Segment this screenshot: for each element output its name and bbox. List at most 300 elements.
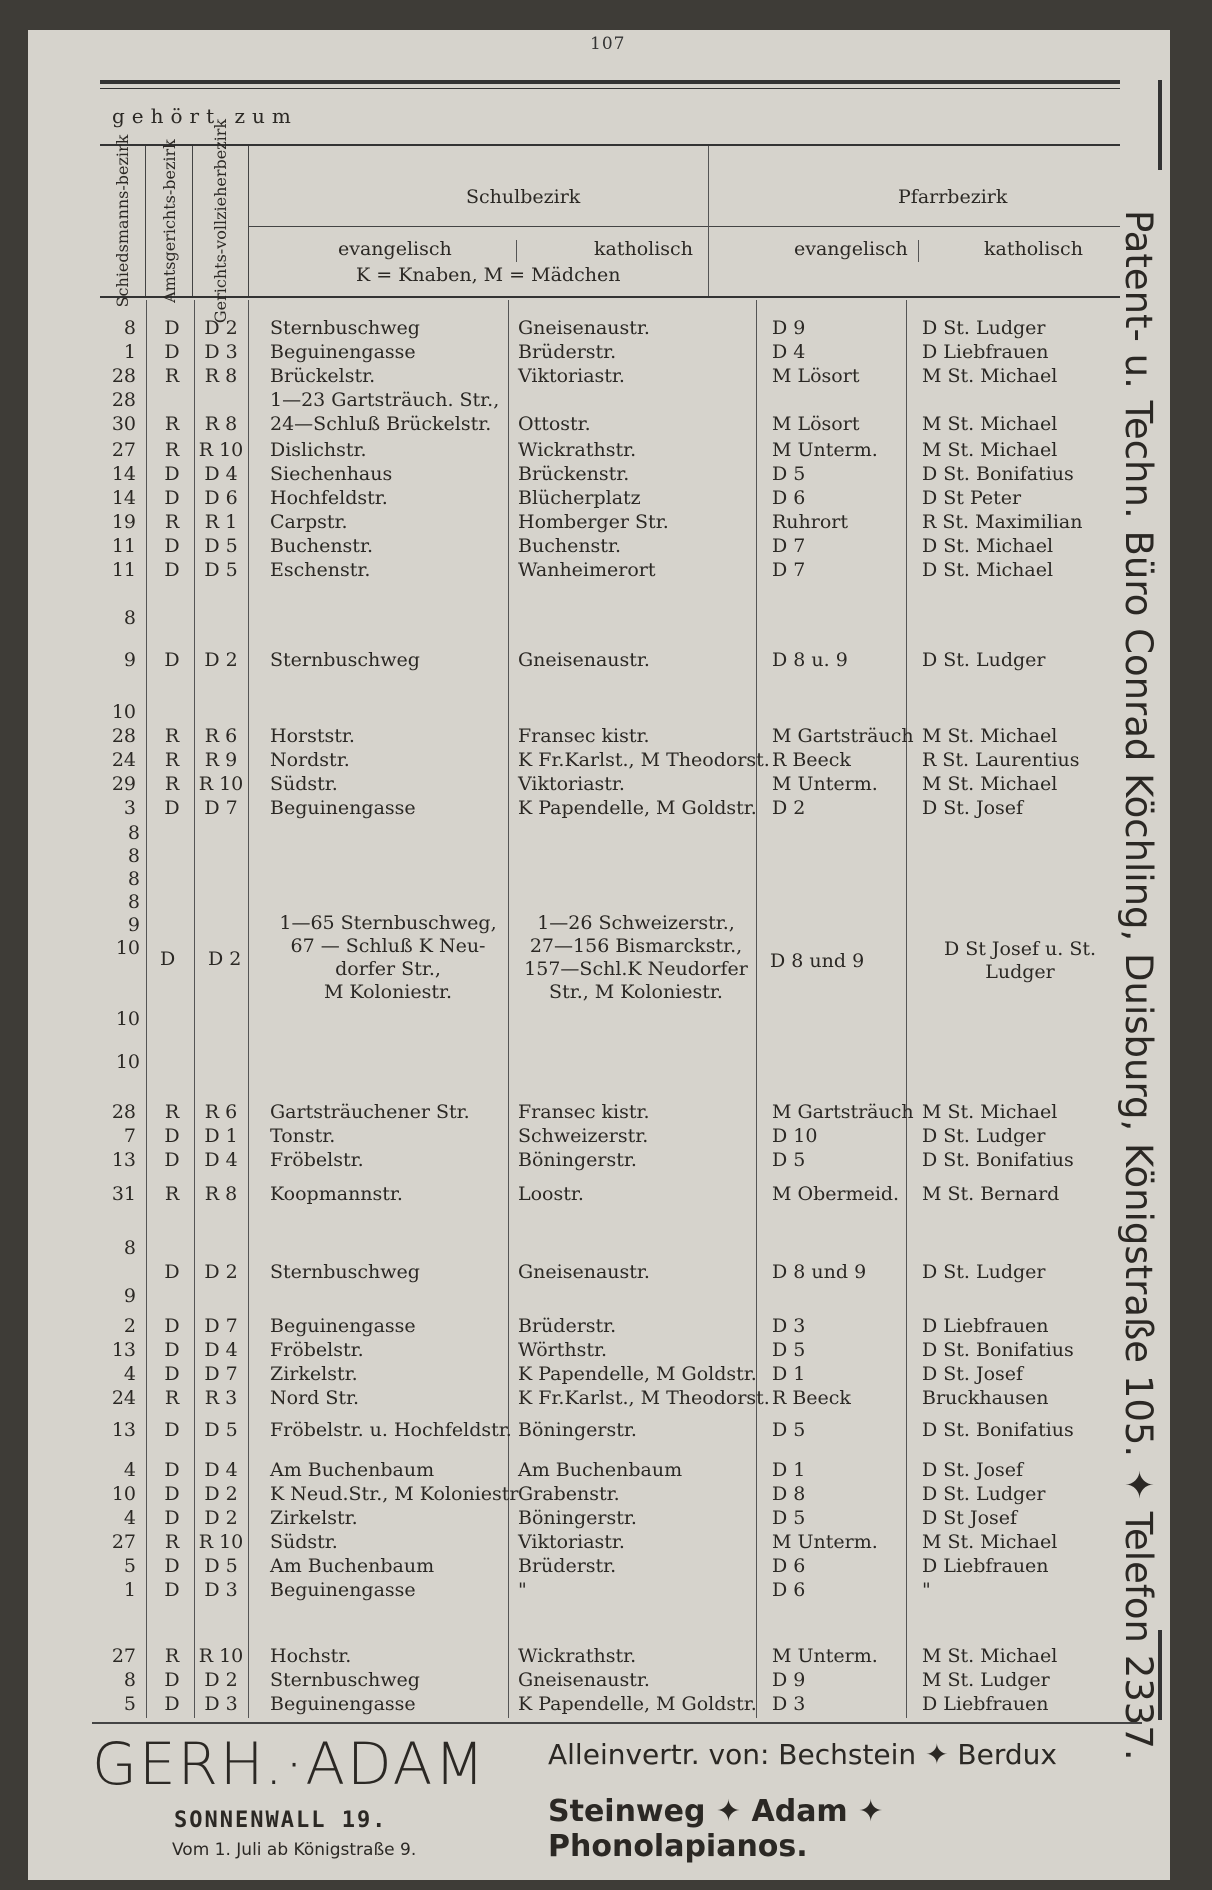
schul-evangelisch-cell: Am Buchenbaum	[270, 1555, 435, 1577]
schul-evangelisch-cell: K Neud.Str., M Koloniestr	[270, 1483, 519, 1505]
schul-katholisch-cell: Gneisenaustr.	[518, 1261, 650, 1283]
header-split	[248, 226, 1120, 227]
schiedsmann-cell: 13	[111, 1149, 136, 1171]
table-row	[100, 316, 1120, 340]
schiedsmann-cell: 14	[111, 463, 136, 485]
schul-katholisch-cell: Viktoriastr.	[518, 773, 625, 795]
table-row	[100, 388, 1120, 412]
advertisement	[92, 1722, 1142, 1864]
pfarr-evangelisch-cell: D 6	[772, 1579, 806, 1601]
schulbezirk-header: Schulbezirk	[466, 186, 581, 208]
pfarr-katholisch-cell: D St. Ludger	[922, 1261, 1046, 1283]
gericht-cell: D 2	[204, 317, 238, 339]
pfarrbezirk-header: Pfarrbezirk	[898, 186, 1008, 208]
pfarr-katholisch-cell: M St. Michael	[922, 439, 1058, 461]
schiedsmann-cell: 1	[123, 341, 136, 363]
legend: K = Knaben, M = Mädchen	[356, 264, 621, 286]
gericht-cell: D 4	[204, 1149, 238, 1171]
gericht-cell: D 4	[204, 463, 238, 485]
schiedsmann-cell: 24	[111, 1387, 136, 1409]
schul-katholisch-cell: Fransec kistr.	[518, 1101, 650, 1123]
schul-evangelisch-cell: Beguinengasse	[270, 1315, 416, 1337]
table-row	[100, 438, 1120, 462]
schiedsmann-cell: 28	[111, 725, 136, 747]
table-row	[100, 1260, 1120, 1284]
schiedsmann-cell: 8	[123, 1669, 136, 1691]
schiedsmann-cell: 13	[111, 1339, 136, 1361]
amtsgericht-cell: R	[164, 365, 180, 387]
table-row	[100, 1644, 1120, 1668]
pfarr-evangelisch-cell: D 6	[772, 487, 806, 509]
gericht-cell: R 8	[204, 413, 238, 435]
schiedsmann-cell: 5	[123, 1555, 136, 1577]
ad-line-1: Alleinvertr. von: Bechstein ✦ Berdux	[548, 1738, 1057, 1771]
gericht-cell: D 3	[204, 1579, 238, 1601]
schul-katholisch-cell: Wanheimerort	[518, 559, 656, 581]
amtsgericht-cell: R	[164, 1387, 180, 1409]
schul-evangelisch-cell: Beguinengasse	[270, 341, 416, 363]
schiedsmann-header: Schiedsmanns-bezirk	[100, 146, 146, 296]
schul-katholisch-cell: K Fr.Karlst., M Theodorst.	[518, 749, 770, 771]
schul-evangelisch-cell: Zirkelstr.	[270, 1363, 358, 1385]
schiedsmann-cell: 13	[111, 1419, 136, 1441]
table-row	[100, 364, 1120, 388]
gericht-cell: R 10	[198, 439, 244, 461]
table-row	[100, 1386, 1120, 1410]
schul-katholisch-cell: Böningerstr.	[518, 1507, 637, 1529]
pfarr-evangelisch-cell: M Obermeid.	[772, 1183, 900, 1205]
schul-evangelisch-cell: Sternbuschweg	[270, 317, 420, 339]
pfarr-katholisch-cell: D Liebfrauen	[922, 1693, 1049, 1715]
amtsgericht-cell: D	[164, 487, 180, 509]
schiedsmann-cell: 5	[123, 1693, 136, 1715]
schiedsmann-cell: 7	[123, 1125, 136, 1147]
schul-katholisch-cell: Ottostr.	[518, 413, 591, 435]
schul-evangelisch-cell: Hochfeldstr.	[270, 487, 388, 509]
gericht-cell: D 2	[204, 649, 238, 671]
gericht-cell: D 4	[204, 1339, 238, 1361]
schul-evangelisch-cell: Nord Str.	[270, 1387, 360, 1409]
gericht-cell: D 2	[204, 1669, 238, 1691]
schul-katholisch-cell: Viktoriastr.	[518, 1531, 625, 1553]
pfarr-evangelisch-cell: D 4	[772, 341, 806, 363]
pfarr-katholisch-cell: R St. Laurentius	[922, 749, 1080, 771]
schul-evangelisch-cell: 1—23 Gartsträuch. Str.,	[270, 389, 500, 411]
pfarr-evangelisch-cell: D 5	[772, 463, 806, 485]
schul-evangelisch-cell: Am Buchenbaum	[270, 1459, 435, 1481]
pfarr-katholisch-cell: D St. Ludger	[922, 1483, 1046, 1505]
gericht-cell: D 7	[204, 1363, 238, 1385]
gericht-cell: R 6	[204, 725, 238, 747]
schul-evangelisch-cell: Gartsträuchener Str.	[270, 1101, 470, 1123]
gericht-cell: R 8	[204, 1183, 238, 1205]
pfarr-katholisch-cell: M St. Ludger	[922, 1669, 1050, 1691]
table-row	[100, 1692, 1120, 1716]
pfarr-katholisch-header: katholisch	[984, 238, 1083, 260]
schul-evangelisch-cell: Koopmannstr.	[270, 1183, 403, 1205]
pfarr-evangelisch-cell: D 6	[772, 1555, 806, 1577]
schul-evangelisch-cell: Sternbuschweg	[270, 1669, 420, 1691]
gericht-cell: D 7	[204, 797, 238, 819]
pfarr-evangelisch-cell: D 2	[772, 797, 806, 819]
amtsgericht-cell: R	[164, 1183, 180, 1205]
pfarr-evangelisch-header: evangelisch	[794, 238, 908, 260]
gericht-cell: R 10	[198, 1531, 244, 1553]
table-row	[100, 1530, 1120, 1554]
pfarr-evangelisch-cell: D 8 u. 9	[772, 649, 848, 671]
schul-evangelisch-cell: Brückelstr.	[270, 365, 376, 387]
pfarr-katholisch-cell: M St. Michael	[922, 1645, 1058, 1667]
schul-evangelisch-cell: Beguinengasse	[270, 797, 416, 819]
schul-katholisch-cell: K Papendelle, M Goldstr.	[518, 1693, 757, 1715]
schul-evangelisch-cell: Südstr.	[270, 773, 338, 795]
schul-katholisch-cell: Loostr.	[518, 1183, 584, 1205]
amtsgericht-cell: R	[164, 749, 180, 771]
schul-katholisch-cell: Brüderstr.	[518, 341, 617, 363]
schiedsmann-cell: 8	[123, 1237, 136, 1259]
table-row	[100, 648, 1120, 672]
gericht-cell: R 8	[204, 365, 238, 387]
big-block-amtsgericht: D	[160, 948, 176, 970]
pfarr-katholisch-cell: M St. Michael	[922, 1101, 1058, 1123]
amtsgericht-cell: D	[164, 1315, 180, 1337]
amtsgericht-cell: D	[164, 317, 180, 339]
schul-katholisch-header: katholisch	[594, 238, 693, 260]
pfarr-evangelisch-cell: R Beeck	[772, 749, 851, 771]
schiedsmann-cell: 10	[111, 701, 136, 723]
pfarr-katholisch-cell: D St. Josef	[922, 1459, 1024, 1481]
schul-katholisch-cell: K Papendelle, M Goldstr.	[518, 797, 757, 819]
pfarr-katholisch-cell: R St. Maximilian	[922, 511, 1083, 533]
pfarr-evangelisch-cell: D 5	[772, 1507, 806, 1529]
pfarr-evangelisch-cell: Ruhrort	[772, 511, 849, 533]
schul-katholisch-cell: Gneisenaustr.	[518, 649, 650, 671]
schiedsmann-cell: 8	[123, 607, 136, 629]
table-row	[100, 748, 1120, 772]
schiedsmann-cell: 9	[123, 649, 136, 671]
pfarr-katholisch-cell: "	[922, 1579, 931, 1601]
gericht-cell: D 2	[204, 1261, 238, 1283]
schul-katholisch-cell: Viktoriastr.	[518, 365, 625, 387]
schiedsmann-cell: 27	[111, 1645, 136, 1667]
table-row	[100, 1314, 1120, 1338]
pfarr-katholisch-cell: D St. Bonifatius	[922, 1419, 1074, 1441]
big-block-schiedsmann: 8 8 8 8 9 10 10 10	[115, 822, 140, 1073]
amtsgericht-cell: D	[164, 1459, 180, 1481]
schul-evangelisch-cell: Hochstr.	[270, 1645, 352, 1667]
schul-evangelisch-cell: Nordstr.	[270, 749, 350, 771]
table-row	[100, 606, 1120, 630]
schul-evangelisch-cell: Fröbelstr. u. Hochfeldstr.	[270, 1419, 512, 1441]
schul-evangelisch-cell: 24—Schluß Brückelstr.	[270, 413, 492, 435]
schiedsmann-cell: 11	[111, 559, 136, 581]
schul-katholisch-cell: Brüderstr.	[518, 1555, 617, 1577]
schiedsmann-cell: 28	[111, 365, 136, 387]
table-row	[100, 534, 1120, 558]
top-rule	[100, 80, 1120, 84]
gericht-cell: R 10	[198, 1645, 244, 1667]
schiedsmann-cell: 4	[123, 1363, 136, 1385]
amtsgericht-cell: D	[164, 463, 180, 485]
schiedsmann-cell: 2	[123, 1315, 136, 1337]
amtsgericht-cell: D	[164, 1363, 180, 1385]
amtsgericht-cell: D	[164, 649, 180, 671]
pfarr-katholisch-cell: D St. Josef	[922, 797, 1024, 819]
table-row	[100, 724, 1120, 748]
pfarr-katholisch-cell: D St. Bonifatius	[922, 1149, 1074, 1171]
amtsgericht-cell: D	[164, 1339, 180, 1361]
pfarr-evangelisch-cell: M Lösort	[772, 413, 860, 435]
table-row	[100, 1418, 1120, 1442]
pfarr-evangelisch-cell: M Lösort	[772, 365, 860, 387]
ad-address: SONNENWALL 19.	[174, 1808, 388, 1833]
pfarr-evangelisch-cell: M Unterm.	[772, 773, 878, 795]
pfarr-evangelisch-cell: D 8 und 9	[772, 1261, 867, 1283]
table-row	[100, 1338, 1120, 1362]
header-subdivider-2	[918, 240, 919, 262]
gericht-cell: R 3	[204, 1387, 238, 1409]
amtsgericht-cell: D	[164, 341, 180, 363]
gericht-cell: D 5	[204, 535, 238, 557]
schiedsmann-cell: 19	[111, 511, 136, 533]
schul-katholisch-cell: K Papendelle, M Goldstr.	[518, 1363, 757, 1385]
schul-katholisch-cell: Grabenstr.	[518, 1483, 620, 1505]
schiedsmann-cell: 4	[123, 1507, 136, 1529]
schul-evangelisch-cell: Eschenstr.	[270, 559, 371, 581]
schiedsmann-cell: 10	[111, 1483, 136, 1505]
pfarr-evangelisch-cell: D 1	[772, 1459, 806, 1481]
ad-note: Vom 1. Juli ab Königstraße 9.	[172, 1840, 417, 1860]
pfarr-evangelisch-cell: M Unterm.	[772, 1645, 878, 1667]
gericht-cell: D 5	[204, 1419, 238, 1441]
schul-evangelisch-cell: Siechenhaus	[270, 463, 393, 485]
pfarr-katholisch-cell: D St. Ludger	[922, 1125, 1046, 1147]
pfarr-evangelisch-cell: D 3	[772, 1315, 806, 1337]
pfarr-evangelisch-cell: M Gartsträuch	[772, 1101, 914, 1123]
pfarr-katholisch-cell: D St Josef	[922, 1507, 1018, 1529]
pfarr-katholisch-cell: M St. Michael	[922, 725, 1058, 747]
pfarr-katholisch-cell: D Liebfrauen	[922, 1555, 1049, 1577]
amtsgericht-cell: D	[164, 1419, 180, 1441]
pfarr-katholisch-cell: M St. Bernard	[922, 1183, 1060, 1205]
schul-evangelisch-cell: Fröbelstr.	[270, 1339, 364, 1361]
amtsgericht-cell: R	[164, 1101, 180, 1123]
schul-evangelisch-cell: Sternbuschweg	[270, 1261, 420, 1283]
schul-katholisch-cell: Gneisenaustr.	[518, 317, 650, 339]
pfarr-katholisch-cell: D St Peter	[922, 487, 1022, 509]
gericht-cell: D 1	[204, 1125, 238, 1147]
big-block-katholisch: 1—26 Schweizerstr., 27—156 Bismarckstr., 157—Schl.K Neudorfer Str., M Koloniestr.	[524, 912, 748, 1003]
gericht-cell: D 6	[204, 487, 238, 509]
table-row	[100, 1124, 1120, 1148]
table-row	[100, 340, 1120, 364]
schul-katholisch-cell: Schweizerstr.	[518, 1125, 649, 1147]
amtsgericht-cell: R	[164, 1645, 180, 1667]
schiedsmann-cell: 3	[123, 797, 136, 819]
table-row	[100, 462, 1120, 486]
table-row	[100, 1362, 1120, 1386]
amtsgericht-cell: R	[164, 773, 180, 795]
schiedsmann-cell: 30	[111, 413, 136, 435]
schiedsmann-cell: 8	[123, 317, 136, 339]
table-row	[100, 1100, 1120, 1124]
gericht-cell: R 10	[198, 773, 244, 795]
pfarr-evangelisch-cell: D 9	[772, 317, 806, 339]
table-row	[100, 1182, 1120, 1206]
page-number: 107	[590, 34, 626, 54]
pfarr-katholisch-cell: M St. Michael	[922, 413, 1058, 435]
schul-evangelisch-cell: Zirkelstr.	[270, 1507, 358, 1529]
table-row	[100, 1236, 1120, 1260]
big-block-gericht: D 2	[208, 948, 242, 970]
gericht-cell: D 3	[204, 341, 238, 363]
table-row	[100, 772, 1120, 796]
pfarr-evangelisch-cell: D 8	[772, 1483, 806, 1505]
table-row	[100, 486, 1120, 510]
pfarr-evangelisch-cell: D 7	[772, 559, 806, 581]
schul-katholisch-cell: Böningerstr.	[518, 1149, 637, 1171]
big-block-evangelisch: 1—65 Sternbuschweg, 67 — Schluß K Neu- dorfer Str., M Koloniestr.	[279, 912, 497, 1003]
table-header	[100, 118, 1120, 324]
schiedsmann-cell: 27	[111, 1531, 136, 1553]
pfarr-evangelisch-cell: D 3	[772, 1693, 806, 1715]
schiedsmann-cell: 1	[123, 1579, 136, 1601]
schul-katholisch-cell: Blücherplatz	[518, 487, 641, 509]
ad-brand: GERH.·ADAM	[92, 1730, 487, 1798]
table-row	[100, 510, 1120, 534]
schiedsmann-cell: 24	[111, 749, 136, 771]
schul-katholisch-cell: Böningerstr.	[518, 1419, 637, 1441]
table-row	[100, 1578, 1120, 1602]
schul-katholisch-cell: K Fr.Karlst., M Theodorst.	[518, 1387, 770, 1409]
amtsgericht-cell: D	[164, 797, 180, 819]
gericht-cell: D 2	[204, 1483, 238, 1505]
schul-katholisch-cell: Brückenstr.	[518, 463, 630, 485]
schiedsmann-cell: 14	[111, 487, 136, 509]
schul-katholisch-cell: Wickrathstr.	[518, 1645, 637, 1667]
pfarr-evangelisch-cell: M Unterm.	[772, 1531, 878, 1553]
amtsgericht-cell: R	[164, 511, 180, 533]
big-block-pfarr-katholisch: D St Josef u. St. Ludger	[943, 938, 1097, 983]
pfarr-evangelisch-cell: D 9	[772, 1669, 806, 1691]
table-row	[100, 412, 1120, 436]
pfarr-evangelisch-cell: D 7	[772, 535, 806, 557]
schiedsmann-cell: 31	[111, 1183, 136, 1205]
pfarr-katholisch-cell: D St. Michael	[922, 559, 1054, 581]
gericht-cell: R 6	[204, 1101, 238, 1123]
pfarr-evangelisch-cell: D 1	[772, 1363, 806, 1385]
amtsgericht-header: Amtsgerichts-bezirk	[147, 146, 193, 296]
amtsgericht-cell: D	[164, 1693, 180, 1715]
gericht-cell: R 9	[204, 749, 238, 771]
schul-evangelisch-cell: Fröbelstr.	[270, 1149, 364, 1171]
schiedsmann-cell: 28	[111, 389, 136, 411]
gericht-cell: D 5	[204, 559, 238, 581]
amtsgericht-cell: D	[164, 1579, 180, 1601]
pfarr-evangelisch-cell: M Gartsträuch	[772, 725, 914, 747]
gericht-cell: D 3	[204, 1693, 238, 1715]
schul-katholisch-cell: Gneisenaustr.	[518, 1669, 650, 1691]
header-subdivider	[516, 240, 517, 262]
pfarr-katholisch-cell: D St. Michael	[922, 535, 1054, 557]
schiedsmann-cell: 28	[111, 1101, 136, 1123]
schiedsmann-cell: 29	[111, 773, 136, 795]
schul-evangelisch-cell: Sternbuschweg	[270, 649, 420, 671]
pfarr-evangelisch-cell: D 10	[772, 1125, 818, 1147]
schul-katholisch-cell: Homberger Str.	[518, 511, 669, 533]
schiedsmann-cell: 9	[123, 1285, 136, 1307]
table-row	[100, 558, 1120, 582]
gericht-cell: D 4	[204, 1459, 238, 1481]
table-row	[100, 1458, 1120, 1482]
gehoert-zum-label: gehört zum	[112, 104, 298, 128]
schul-evangelisch-cell: Tonstr.	[270, 1125, 336, 1147]
amtsgericht-cell: D	[164, 559, 180, 581]
table-row	[100, 796, 1120, 820]
schul-evangelisch-cell: Buchenstr.	[270, 535, 373, 557]
schul-evangelisch-cell: Carpstr.	[270, 511, 348, 533]
schul-evangelisch-cell: Dislichstr.	[270, 439, 367, 461]
amtsgericht-cell: R	[164, 439, 180, 461]
schul-katholisch-cell: Fransec kistr.	[518, 725, 650, 747]
pfarr-evangelisch-cell: D 5	[772, 1149, 806, 1171]
table-row	[100, 1506, 1120, 1530]
table-row	[100, 700, 1120, 724]
schul-evangelisch-header: evangelisch	[338, 238, 452, 260]
top-rule-thin	[100, 88, 1120, 89]
schul-evangelisch-cell: Horststr.	[270, 725, 355, 747]
pfarr-katholisch-cell: M St. Michael	[922, 1531, 1058, 1553]
pfarr-katholisch-cell: D St. Bonifatius	[922, 1339, 1074, 1361]
pfarr-evangelisch-cell: D 5	[772, 1339, 806, 1361]
header-divider	[708, 146, 709, 296]
amtsgericht-cell: R	[164, 413, 180, 435]
table-row	[100, 1284, 1120, 1308]
ad-line-2: Steinweg ✦ Adam ✦ Phonolapianos.	[548, 1794, 884, 1864]
pfarr-evangelisch-cell: M Unterm.	[772, 439, 878, 461]
amtsgericht-cell: D	[164, 1149, 180, 1171]
amtsgericht-cell: D	[164, 1669, 180, 1691]
amtsgericht-cell: D	[164, 1483, 180, 1505]
amtsgericht-cell: D	[164, 1261, 180, 1283]
pfarr-katholisch-cell: D Liebfrauen	[922, 1315, 1049, 1337]
amtsgericht-cell: D	[164, 535, 180, 557]
schul-katholisch-cell: Brüderstr.	[518, 1315, 617, 1337]
gericht-cell: D 7	[204, 1315, 238, 1337]
schiedsmann-cell: 11	[111, 535, 136, 557]
big-block-pfarr-evangelisch: D 8 und 9	[770, 950, 865, 972]
schul-evangelisch-cell: Beguinengasse	[270, 1693, 416, 1715]
sidebar-advert: Patent- u. Techn. Büro Conrad Köchling, Duisburg, Königstraße 105. ✦ Telefon 2337.	[1117, 210, 1160, 1761]
gericht-cell: D 5	[204, 1555, 238, 1577]
pfarr-katholisch-cell: Bruckhausen	[922, 1387, 1049, 1409]
table-row	[100, 1148, 1120, 1172]
amtsgericht-cell: R	[164, 1531, 180, 1553]
table-row	[100, 1482, 1120, 1506]
gericht-header: Gerichts-vollzieherbezirk	[194, 146, 249, 296]
schiedsmann-cell: 4	[123, 1459, 136, 1481]
gericht-cell: D 2	[204, 1507, 238, 1529]
schul-evangelisch-cell: Beguinengasse	[270, 1579, 416, 1601]
gericht-cell: R 1	[204, 511, 238, 533]
schul-katholisch-cell: Am Buchenbaum	[518, 1459, 683, 1481]
pfarr-katholisch-cell: D St. Bonifatius	[922, 463, 1074, 485]
sidebar-rule-top	[1158, 80, 1162, 170]
schul-evangelisch-cell: Südstr.	[270, 1531, 338, 1553]
amtsgericht-cell: R	[164, 725, 180, 747]
schul-katholisch-cell: Buchenstr.	[518, 535, 621, 557]
schiedsmann-cell: 27	[111, 439, 136, 461]
